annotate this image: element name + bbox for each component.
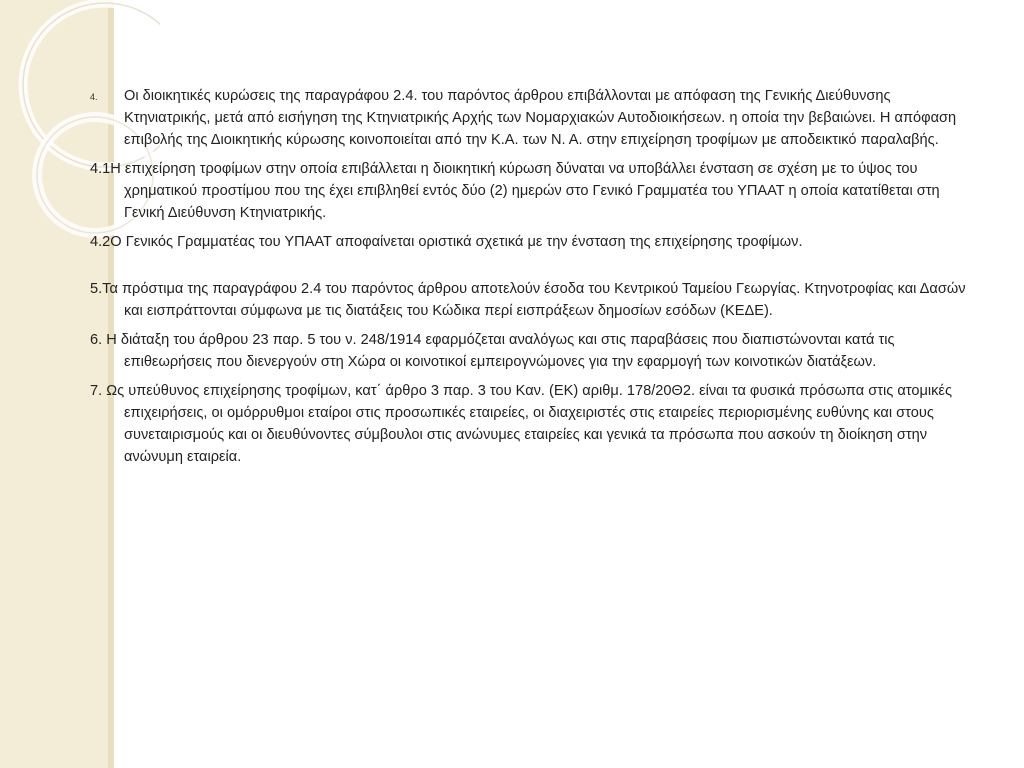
paragraph-7: 7. Ως υπεύθυνος επιχείρησης τροφίμων, κατ΄ άρθρο 3 παρ. 3 του Καν. (ΕΚ) αριθμ. 178/20Θ2. είναι τα φυσικά πρόσωπα στις ατομικές επιχειρήσεις, οι ομόρρυθμοι εταίροι στις προσωπικές εταιρείες, οι διαχειριστές στις εταιρείες περιορισμένης ευθύνης και στους συνεταιρισμούς και οι διευθύνοντες σύμβουλοι στις ανώνυμες εταιρείες και γενικά τα πρόσωπα που ασκούν τη διοίκηση στην ανώνυμη εταιρεία. [90, 383, 952, 465]
paragraph-4 [90, 85, 970, 151]
paragraph-4-2: 4.2Ο Γενικός Γραμματέας του ΥΠΑΑΤ αποφαίνεται οριστικά σχετικά με την ένσταση της επιχείρησης τροφίμων. [90, 234, 803, 250]
paragraph-4-1: 4.1Η επιχείρηση τροφίμων στην οποία επιβάλλεται η διοικητική κύρωση δύναται να υποβάλλει ένσταση σε σχέση με το ύψος του χρηματικού προστίμου που της έχει επιβληθεί εντός δύο (2) ημερών στο Γενικό Γραμματέα του ΥΠΑΑΤ η οποία κατατίθεται στη Γενική Διεύθυνση Κτηνιατρικής. [90, 161, 940, 221]
paragraph-5: 5.Τα πρόστιμα της παραγράφου 2.4 του παρόντος άρθρου αποτελούν έσοδα του Κεντρικού Ταμείου Γεωργίας. Κτηνοτροφίας και Δασών και εισπράττονται σύμφωνα με τις διατάξεις του Κώδικα περί εισπράξεων δημοσίων εσόδων (ΚΕΔΕ). [90, 281, 966, 319]
list-number: 4. [90, 92, 98, 102]
paragraph-6: 6. Η διάταξη του άρθρου 23 παρ. 5 του ν. 248/1914 εφαρμόζεται αναλόγως και στις παραβάσεις που διαπιστώνονται κατά τις επιθεωρήσεις που διενεργούν στη Χώρα οι κοινοτικοί εμπειρογνώμονες για την εφαρμογή των κοινοτικών διατάξεων. [90, 332, 895, 370]
paragraph-text: Οι διοικητικές κυρώσεις της παραγράφου 2.4. του παρόντος άρθρου επιβάλλονται με απόφαση της Γενικής Διεύθυνσης Κτηνιατρικής, μετά από εισήγηση της Κτηνιατρικής Αρχής των Νομαρχιακών Αυτοδιοικήσεων. η οποία την βεβαιώνει. Η απόφαση επιβολής της Διοικητικής κύρωσης κοινοποιείται από την Κ.Α. των Ν. Α. στην επιχείρηση τροφίμων με αποδεικτικό παραλαβής. [124, 88, 957, 148]
slide-body [90, 85, 970, 475]
